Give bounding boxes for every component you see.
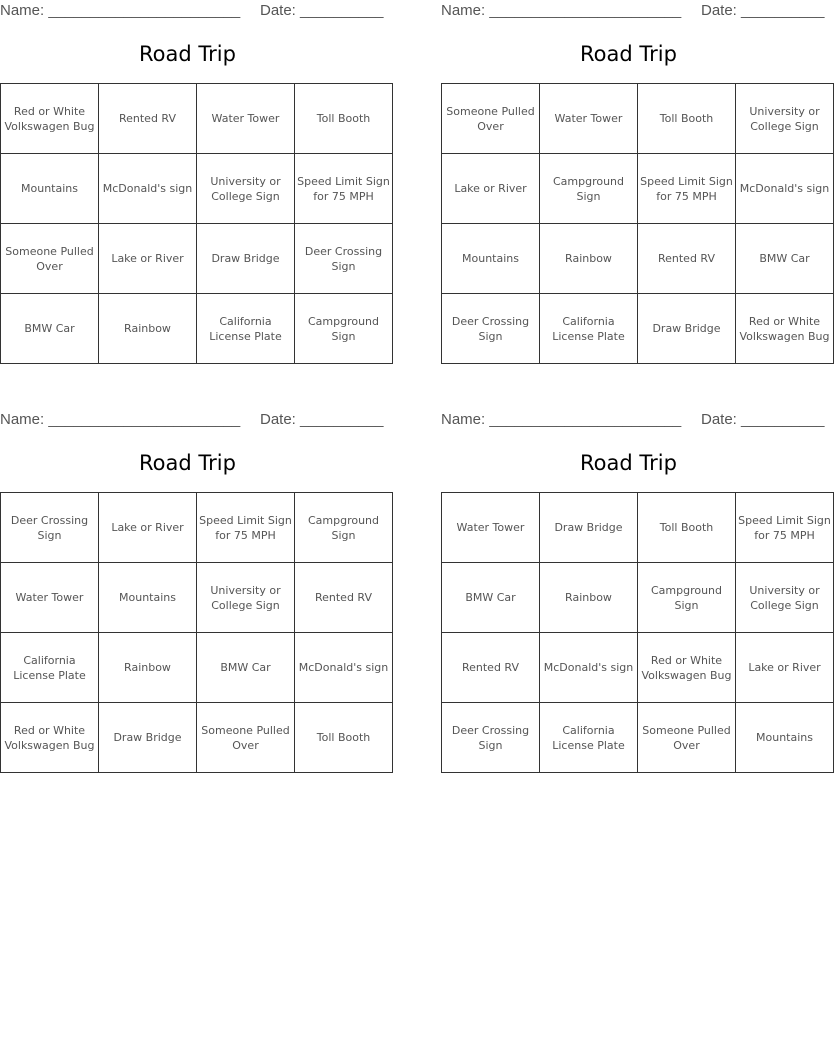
bingo-cell[interactable]: Deer Crossing Sign xyxy=(295,224,393,294)
bingo-cell[interactable]: Deer Crossing Sign xyxy=(442,294,540,364)
card-title: Road Trip xyxy=(139,451,236,475)
grid-row xyxy=(442,294,834,364)
bingo-grid xyxy=(0,83,393,364)
bingo-cell[interactable]: Campground Sign xyxy=(638,563,736,633)
bingo-card-2 xyxy=(441,0,830,370)
bingo-cell[interactable]: Mountains xyxy=(1,154,99,224)
bingo-cell[interactable]: Toll Booth xyxy=(295,703,393,773)
grid-row xyxy=(1,633,393,703)
bingo-cell[interactable]: Campground Sign xyxy=(295,294,393,364)
bingo-cell[interactable]: Lake or River xyxy=(442,154,540,224)
card-header-info xyxy=(0,0,384,22)
name-field[interactable]: Name: _______________________ xyxy=(441,411,682,428)
bingo-card-1 xyxy=(0,0,390,370)
bingo-cell[interactable]: Lake or River xyxy=(99,493,197,563)
grid-row xyxy=(442,224,834,294)
bingo-grid xyxy=(0,492,393,773)
date-field[interactable]: Date: __________ xyxy=(260,2,384,19)
bingo-cell[interactable]: Toll Booth xyxy=(638,493,736,563)
grid-row xyxy=(1,493,393,563)
bingo-card-4 xyxy=(441,409,831,779)
bingo-cell[interactable]: Mountains xyxy=(99,563,197,633)
bingo-cell[interactable]: Deer Crossing Sign xyxy=(1,493,99,563)
grid-row xyxy=(1,154,393,224)
bingo-cell[interactable]: Rainbow xyxy=(99,294,197,364)
bingo-cell[interactable]: Someone Pulled Over xyxy=(442,84,540,154)
bingo-cell[interactable]: Rainbow xyxy=(540,563,638,633)
bingo-cell[interactable]: BMW Car xyxy=(736,224,834,294)
bingo-cell[interactable]: Mountains xyxy=(736,703,834,773)
bingo-cell[interactable]: Red or White Volkswagen Bug xyxy=(638,633,736,703)
bingo-cell[interactable]: Water Tower xyxy=(197,84,295,154)
bingo-cell[interactable]: Rented RV xyxy=(295,563,393,633)
grid-row xyxy=(442,703,834,773)
bingo-cell[interactable]: Speed Limit Sign for 75 MPH xyxy=(197,493,295,563)
bingo-cell[interactable]: Rented RV xyxy=(638,224,736,294)
bingo-cell[interactable]: University or College Sign xyxy=(736,563,834,633)
bingo-cell[interactable]: Campground Sign xyxy=(295,493,393,563)
bingo-cell[interactable]: Rainbow xyxy=(99,633,197,703)
bingo-cell[interactable]: Red or White Volkswagen Bug xyxy=(1,703,99,773)
name-field[interactable]: Name: _______________________ xyxy=(441,2,682,19)
bingo-cell[interactable]: California License Plate xyxy=(540,294,638,364)
bingo-cell[interactable]: Draw Bridge xyxy=(197,224,295,294)
bingo-cell[interactable]: Speed Limit Sign for 75 MPH xyxy=(638,154,736,224)
bingo-cell[interactable]: Toll Booth xyxy=(295,84,393,154)
bingo-cell[interactable]: BMW Car xyxy=(1,294,99,364)
bingo-cell[interactable]: California License Plate xyxy=(197,294,295,364)
bingo-cell[interactable]: Someone Pulled Over xyxy=(197,703,295,773)
card-title: Road Trip xyxy=(580,42,677,66)
bingo-cell[interactable]: Campground Sign xyxy=(540,154,638,224)
bingo-cell[interactable]: Red or White Volkswagen Bug xyxy=(1,84,99,154)
bingo-cell[interactable]: Someone Pulled Over xyxy=(638,703,736,773)
card-title: Road Trip xyxy=(580,451,677,475)
bingo-cell[interactable]: California License Plate xyxy=(540,703,638,773)
bingo-cell[interactable]: Lake or River xyxy=(99,224,197,294)
grid-row xyxy=(1,703,393,773)
date-field[interactable]: Date: __________ xyxy=(260,411,384,428)
grid-row xyxy=(442,84,834,154)
bingo-cell[interactable]: McDonald's sign xyxy=(99,154,197,224)
grid-row xyxy=(442,633,834,703)
bingo-cell[interactable]: BMW Car xyxy=(197,633,295,703)
bingo-cell[interactable]: McDonald's sign xyxy=(736,154,834,224)
grid-row xyxy=(442,563,834,633)
bingo-cell[interactable]: Water Tower xyxy=(1,563,99,633)
grid-row xyxy=(1,563,393,633)
name-field[interactable]: Name: _______________________ xyxy=(0,2,241,19)
grid-row xyxy=(1,294,393,364)
bingo-cell[interactable]: Lake or River xyxy=(736,633,834,703)
bingo-cell[interactable]: BMW Car xyxy=(442,563,540,633)
bingo-cell[interactable]: McDonald's sign xyxy=(540,633,638,703)
bingo-card-3 xyxy=(0,409,389,779)
card-title: Road Trip xyxy=(139,42,236,66)
bingo-cell[interactable]: University or College Sign xyxy=(736,84,834,154)
grid-row xyxy=(442,493,834,563)
grid-row xyxy=(1,224,393,294)
bingo-cell[interactable]: Rented RV xyxy=(99,84,197,154)
bingo-cell[interactable]: McDonald's sign xyxy=(295,633,393,703)
bingo-cell[interactable]: Water Tower xyxy=(442,493,540,563)
card-header-info xyxy=(441,0,825,22)
bingo-cell[interactable]: Rainbow xyxy=(540,224,638,294)
bingo-cell[interactable]: Rented RV xyxy=(442,633,540,703)
bingo-cell[interactable]: Speed Limit Sign for 75 MPH xyxy=(736,493,834,563)
bingo-cell[interactable]: Water Tower xyxy=(540,84,638,154)
bingo-cell[interactable]: Speed Limit Sign for 75 MPH xyxy=(295,154,393,224)
date-field[interactable]: Date: __________ xyxy=(701,411,825,428)
grid-row xyxy=(442,154,834,224)
bingo-cell[interactable]: Mountains xyxy=(442,224,540,294)
bingo-cell[interactable]: California License Plate xyxy=(1,633,99,703)
name-field[interactable]: Name: _______________________ xyxy=(0,411,241,428)
grid-row xyxy=(1,84,393,154)
bingo-cell[interactable]: Draw Bridge xyxy=(638,294,736,364)
bingo-cell[interactable]: University or College Sign xyxy=(197,563,295,633)
bingo-cell[interactable]: Draw Bridge xyxy=(99,703,197,773)
bingo-cell[interactable]: University or College Sign xyxy=(197,154,295,224)
bingo-cell[interactable]: Red or White Volkswagen Bug xyxy=(736,294,834,364)
bingo-cell[interactable]: Deer Crossing Sign xyxy=(442,703,540,773)
date-field[interactable]: Date: __________ xyxy=(701,2,825,19)
bingo-grid xyxy=(441,83,834,364)
bingo-cell[interactable]: Toll Booth xyxy=(638,84,736,154)
bingo-grid xyxy=(441,492,834,773)
bingo-cell[interactable]: Draw Bridge xyxy=(540,493,638,563)
bingo-cell[interactable]: Someone Pulled Over xyxy=(1,224,99,294)
card-header-info xyxy=(0,409,384,431)
card-header-info xyxy=(441,409,825,431)
